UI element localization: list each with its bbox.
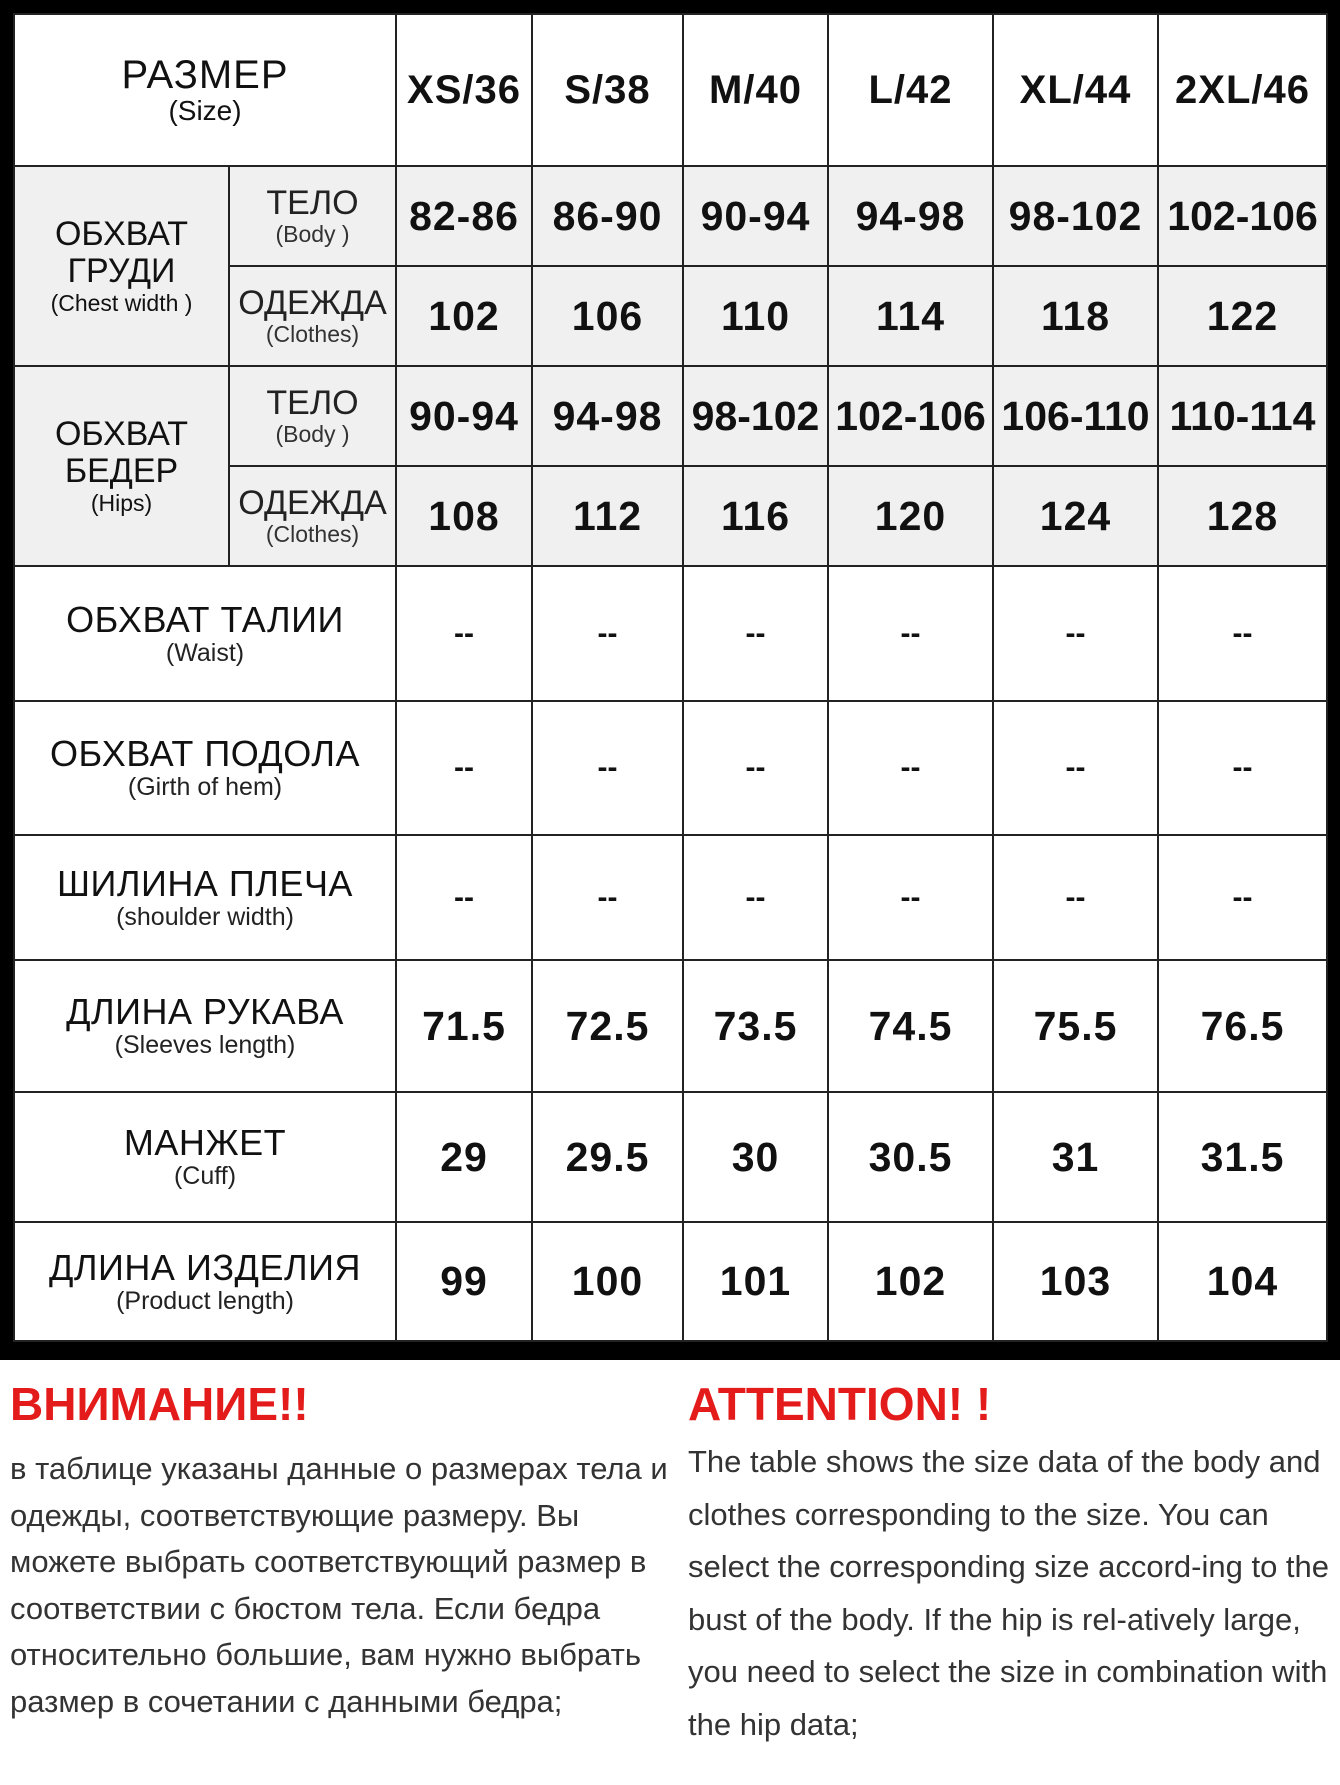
size-column-header: 2XL/46 (1158, 14, 1327, 166)
value-cell: 102-106 (1158, 166, 1327, 266)
body-kind-sub: (Body ) (275, 221, 350, 247)
value-cell: 71.5 (396, 960, 532, 1092)
value-cell: -- (683, 701, 828, 835)
header-row (14, 14, 1327, 166)
value-cell: 114 (828, 266, 993, 366)
shoulder-row (14, 835, 1327, 960)
value-cell: 31.5 (1158, 1092, 1327, 1222)
hips-group-cell (14, 366, 229, 566)
value-cell: 31 (993, 1092, 1158, 1222)
value-cell: -- (993, 835, 1158, 960)
value-cell: 103 (993, 1222, 1158, 1341)
body-kind-label: ТЕЛО (266, 384, 359, 422)
sleeve-label: ДЛИНА РУКАВА (66, 991, 344, 1032)
value-cell: -- (1158, 566, 1327, 701)
value-cell: 124 (993, 466, 1158, 566)
value-cell: 112 (532, 466, 683, 566)
value-cell: -- (532, 701, 683, 835)
clothes-kind-label: ОДЕЖДА (238, 284, 387, 322)
body-kind-cell (229, 366, 396, 466)
value-cell: -- (683, 835, 828, 960)
value-cell: -- (532, 835, 683, 960)
clothes-kind-cell (229, 466, 396, 566)
value-cell: 76.5 (1158, 960, 1327, 1092)
length-label-cell (14, 1222, 396, 1341)
value-cell: 30 (683, 1092, 828, 1222)
value-cell: 82-86 (396, 166, 532, 266)
cuff-row (14, 1092, 1327, 1222)
clothes-kind-sub: (Clothes) (265, 321, 360, 347)
value-cell: 102 (396, 266, 532, 366)
value-cell: 98-102 (683, 366, 828, 466)
hem-label: ОБХВАТ ПОДОЛА (49, 733, 361, 774)
value-cell: 90-94 (683, 166, 828, 266)
length-sub: (Product length) (116, 1286, 294, 1315)
hem-sub: (Girth of hem) (127, 773, 283, 801)
waist-label: ОБХВАТ ТАЛИИ (66, 598, 344, 640)
value-cell: 90-94 (396, 366, 532, 466)
value-cell: 101 (683, 1222, 828, 1341)
value-cell: 118 (993, 266, 1158, 366)
chest-body-row (14, 166, 1327, 266)
value-cell: 29.5 (532, 1092, 683, 1222)
clothes-kind-cell (229, 266, 396, 366)
value-cell: -- (1158, 835, 1327, 960)
sleeve-row (14, 960, 1327, 1092)
length-row (14, 1222, 1327, 1341)
size-column-header: XS/36 (396, 14, 532, 166)
value-cell: 29 (396, 1092, 532, 1222)
value-cell: 108 (396, 466, 532, 566)
size-header-sub: (Size) (168, 95, 242, 126)
value-cell: -- (396, 566, 532, 701)
notice-en-title: ATTENTION! ! (688, 1378, 992, 1430)
length-label: ДЛИНА ИЗДЕЛИЯ (49, 1246, 361, 1288)
value-cell: 102 (828, 1222, 993, 1341)
value-cell: -- (532, 566, 683, 701)
value-cell: 116 (683, 466, 828, 566)
size-header-label: РАЗМЕР (121, 53, 289, 97)
value-cell: -- (828, 835, 993, 960)
value-cell: -- (396, 701, 532, 835)
cuff-sub: (Cuff) (173, 1162, 237, 1190)
value-cell: 74.5 (828, 960, 993, 1092)
shoulder-label: ШИЛИНА ПЛЕЧА (57, 862, 353, 904)
hips-group-label: ОБХВАТ БЕДЕР (54, 414, 189, 490)
value-cell: -- (1158, 701, 1327, 835)
chest-group-cell (14, 166, 229, 366)
size-chart-table (13, 13, 1328, 1342)
body-kind-label: ТЕЛО (266, 184, 359, 222)
cuff-label-cell (14, 1092, 396, 1222)
value-cell: -- (828, 701, 993, 835)
value-cell: 106 (532, 266, 683, 366)
hips-body-row (14, 366, 1327, 466)
value-cell: 72.5 (532, 960, 683, 1092)
value-cell: 110-114 (1158, 366, 1327, 466)
hem-row (14, 701, 1327, 835)
cuff-label: МАНЖЕТ (123, 1122, 287, 1163)
value-cell: 94-98 (532, 366, 683, 466)
size-header-cell (14, 14, 396, 166)
sleeve-sub: (Sleeves length) (114, 1031, 296, 1059)
value-cell: 75.5 (993, 960, 1158, 1092)
value-cell: 106-110 (993, 366, 1158, 466)
shoulder-sub: (shoulder width) (116, 902, 294, 931)
notice-ru-title: ВНИМАНИЕ!! (10, 1378, 309, 1430)
body-kind-cell (229, 166, 396, 266)
value-cell: -- (993, 566, 1158, 701)
size-column-header: XL/44 (993, 14, 1158, 166)
value-cell: 120 (828, 466, 993, 566)
value-cell: 94-98 (828, 166, 993, 266)
value-cell: -- (396, 835, 532, 960)
chest-group-sub: (Chest width ) (50, 289, 193, 316)
notice-en-text: The table shows the size data of the body and clothes corresponding to the size. You can select the corresponding size accord-ing to the bust of the body. If the hip is rel-atively large, you need to select the size in combination with the hip data; (688, 1444, 1330, 1742)
sleeve-label-cell (14, 960, 396, 1092)
value-cell: 30.5 (828, 1092, 993, 1222)
hem-label-cell (14, 701, 396, 835)
value-cell: -- (683, 566, 828, 701)
clothes-kind-label: ОДЕЖДА (238, 484, 387, 522)
value-cell: -- (993, 701, 1158, 835)
body-kind-sub: (Body ) (275, 421, 350, 447)
value-cell: 110 (683, 266, 828, 366)
clothes-kind-sub: (Clothes) (265, 521, 360, 547)
waist-label-cell (14, 566, 396, 701)
value-cell: -- (828, 566, 993, 701)
size-column-header: S/38 (532, 14, 683, 166)
notice-english (688, 1370, 1333, 1751)
notice-ru-text: в таблице указаны данные о размерах тела и одежды, соответствующие размеру. Вы можете выбрать соответствующий размер в соответствии с бюстом тела. Если бедра относительно большие, вам нужно выбрать размер в сочетании с данными бедра; (10, 1451, 668, 1719)
shoulder-label-cell (14, 835, 396, 960)
value-cell: 102-106 (828, 366, 993, 466)
value-cell: 73.5 (683, 960, 828, 1092)
waist-row (14, 566, 1327, 701)
value-cell: 122 (1158, 266, 1327, 366)
size-column-header: M/40 (683, 14, 828, 166)
value-cell: 128 (1158, 466, 1327, 566)
hips-group-sub: (Hips) (90, 489, 153, 516)
value-cell: 86-90 (532, 166, 683, 266)
value-cell: 99 (396, 1222, 532, 1341)
size-column-header: L/42 (828, 14, 993, 166)
notice-russian (10, 1370, 680, 1725)
value-cell: 104 (1158, 1222, 1327, 1341)
value-cell: 100 (532, 1222, 683, 1341)
waist-sub: (Waist) (165, 638, 245, 667)
chest-group-label: ОБХВАТ ГРУДИ (54, 214, 189, 290)
value-cell: 98-102 (993, 166, 1158, 266)
